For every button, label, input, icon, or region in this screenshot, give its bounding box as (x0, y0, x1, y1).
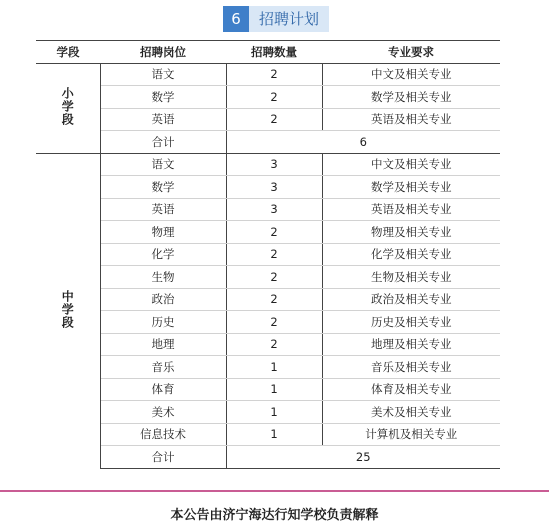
middle-total-row (36, 446, 500, 469)
position-cell: 数学 (100, 86, 226, 109)
requirement-cell: 英语及相关专业 (322, 198, 500, 221)
table-row (36, 153, 500, 176)
primary-stage-label: 小学段 (60, 87, 75, 126)
table-header-row (36, 41, 500, 64)
position-cell: 数学 (100, 176, 226, 199)
requirement-cell: 音乐及相关专业 (322, 356, 500, 379)
section-number-badge: 6 (223, 6, 249, 32)
middle-stage-label: 中学段 (60, 289, 75, 329)
count-cell: 2 (226, 63, 322, 86)
total-label-cell: 合计 (100, 446, 226, 469)
table-row (36, 198, 500, 221)
table-row (36, 63, 500, 86)
requirement-cell: 数学及相关专业 (322, 86, 500, 109)
table-row (36, 401, 500, 424)
table-row (36, 333, 500, 356)
section-header (223, 6, 329, 32)
table-row (36, 288, 500, 311)
requirement-cell: 生物及相关专业 (322, 266, 500, 289)
position-cell: 地理 (100, 333, 226, 356)
position-cell: 美术 (100, 401, 226, 424)
count-cell: 2 (226, 221, 322, 244)
count-cell: 1 (226, 356, 322, 379)
position-cell: 化学 (100, 243, 226, 266)
count-cell: 1 (226, 423, 322, 446)
footer-divider (0, 490, 549, 492)
table-row (36, 266, 500, 289)
count-cell: 2 (226, 86, 322, 109)
recruitment-plan-table (36, 40, 500, 469)
table-row (36, 378, 500, 401)
requirement-cell: 中文及相关专业 (322, 63, 500, 86)
section-title: 招聘计划 (249, 6, 329, 32)
requirement-cell: 英语及相关专业 (322, 108, 500, 131)
count-cell: 1 (226, 378, 322, 401)
footer-note: 本公告由济宁海达行知学校负责解释 (170, 508, 379, 523)
table-row (36, 423, 500, 446)
position-cell: 物理 (100, 221, 226, 244)
count-cell: 2 (226, 333, 322, 356)
requirement-cell: 数学及相关专业 (322, 176, 500, 199)
table-row (36, 86, 500, 109)
total-label-cell: 合计 (100, 131, 226, 154)
position-cell: 英语 (100, 198, 226, 221)
total-value-cell: 6 (226, 131, 500, 154)
count-cell: 2 (226, 243, 322, 266)
requirement-cell: 计算机及相关专业 (322, 423, 500, 446)
position-cell: 语文 (100, 63, 226, 86)
count-cell: 2 (226, 108, 322, 131)
primary-total-row (36, 131, 500, 154)
requirement-cell: 中文及相关专业 (322, 153, 500, 176)
count-cell: 3 (226, 176, 322, 199)
requirement-cell: 体育及相关专业 (322, 378, 500, 401)
table-row (36, 356, 500, 379)
table-row (36, 108, 500, 131)
middle-stage-cell (36, 153, 100, 468)
total-value-cell: 25 (226, 446, 500, 469)
count-cell: 3 (226, 198, 322, 221)
table-row (36, 243, 500, 266)
requirement-cell: 化学及相关专业 (322, 243, 500, 266)
count-cell: 2 (226, 266, 322, 289)
count-cell: 2 (226, 311, 322, 334)
column-header-stage: 学段 (36, 41, 100, 64)
column-header-requirement: 专业要求 (322, 41, 500, 64)
table-row (36, 176, 500, 199)
requirement-cell: 地理及相关专业 (322, 333, 500, 356)
position-cell: 语文 (100, 153, 226, 176)
position-cell: 体育 (100, 378, 226, 401)
position-cell: 英语 (100, 108, 226, 131)
column-header-position: 招聘岗位 (100, 41, 226, 64)
requirement-cell: 政治及相关专业 (322, 288, 500, 311)
position-cell: 生物 (100, 266, 226, 289)
count-cell: 3 (226, 153, 322, 176)
position-cell: 政治 (100, 288, 226, 311)
table-row (36, 221, 500, 244)
position-cell: 历史 (100, 311, 226, 334)
column-header-count: 招聘数量 (226, 41, 322, 64)
requirement-cell: 物理及相关专业 (322, 221, 500, 244)
requirement-cell: 美术及相关专业 (322, 401, 500, 424)
count-cell: 2 (226, 288, 322, 311)
count-cell: 1 (226, 401, 322, 424)
requirement-cell: 历史及相关专业 (322, 311, 500, 334)
position-cell: 信息技术 (100, 423, 226, 446)
table-row (36, 311, 500, 334)
primary-stage-cell (36, 63, 100, 153)
position-cell: 音乐 (100, 356, 226, 379)
